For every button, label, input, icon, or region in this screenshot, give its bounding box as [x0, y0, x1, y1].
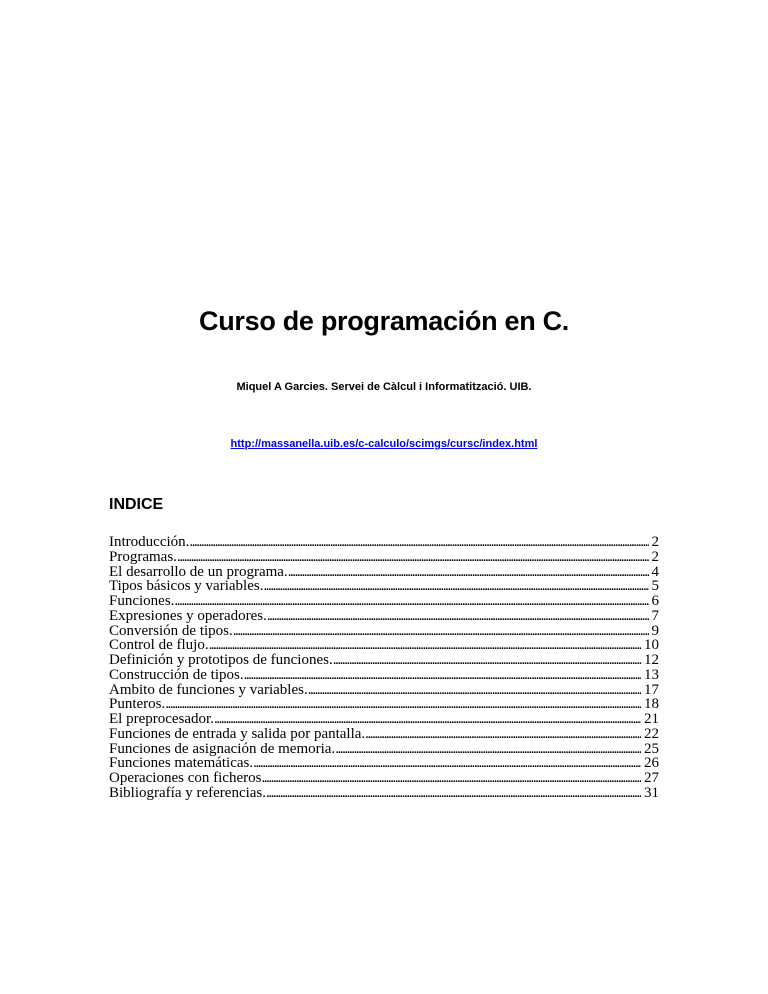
toc-entry-page: 13 — [644, 667, 659, 683]
toc-entry-title: Tipos básicos y variables. — [109, 579, 264, 594]
toc-entry-title: Funciones matemáticas. — [109, 756, 254, 771]
toc-entry-page: 5 — [651, 579, 659, 594]
toc-entry-page: 6 — [651, 594, 659, 609]
toc-entry[interactable] — [109, 535, 659, 550]
toc-entry[interactable] — [109, 550, 659, 565]
toc-entry-page: 10 — [644, 638, 659, 653]
toc-entry[interactable] — [109, 609, 659, 624]
toc-entry[interactable] — [109, 565, 659, 580]
dot-leader — [267, 609, 649, 624]
toc-entry-title: Definición y prototipos de funciones. — [109, 653, 333, 668]
toc-entry-title: El desarrollo de un programa. — [109, 564, 288, 580]
toc-entry-page: 12 — [644, 653, 659, 668]
toc-entry[interactable] — [109, 771, 659, 786]
toc-entry-page: 27 — [644, 771, 659, 786]
dot-leader — [288, 565, 649, 580]
toc-entry[interactable] — [109, 697, 659, 712]
dot-leader — [174, 594, 648, 609]
url-line — [0, 438, 768, 450]
dot-leader — [266, 786, 641, 801]
toc-entry-title: Funciones de entrada y salida por pantalla. — [109, 726, 366, 742]
dot-leader — [308, 683, 641, 698]
dot-leader — [244, 668, 641, 683]
toc-entry-title: Expresiones y operadores. — [109, 608, 267, 624]
toc-entry-title: Control de flujo. — [109, 638, 209, 653]
table-of-contents — [109, 535, 659, 801]
dot-leader — [233, 624, 649, 639]
toc-entry-title: Funciones de asignación de memoria. — [109, 741, 336, 757]
dot-leader — [214, 712, 641, 727]
toc-entry[interactable] — [109, 653, 659, 668]
dot-leader — [335, 742, 641, 757]
toc-entry-page: 21 — [644, 712, 659, 727]
toc-entry-title: Operaciones con ficheros — [109, 771, 262, 786]
dot-leader — [165, 697, 641, 712]
dot-leader — [333, 653, 641, 668]
toc-entry[interactable] — [109, 742, 659, 757]
toc-entry[interactable] — [109, 638, 659, 653]
dot-leader — [253, 756, 641, 771]
index-heading: INDICE — [109, 496, 164, 513]
toc-entry[interactable] — [109, 712, 659, 727]
toc-entry-page: 4 — [651, 564, 659, 580]
toc-entry-page: 9 — [651, 623, 659, 639]
toc-entry-title: Punteros. — [109, 697, 166, 712]
author-line: Miquel A Garcies. Servei de Càlcul i Informatització. UIB. — [236, 381, 532, 393]
toc-entry-page: 22 — [644, 726, 659, 742]
dot-leader — [365, 727, 641, 742]
toc-entry-page: 31 — [644, 785, 659, 801]
toc-entry-title: Funciones. — [109, 594, 175, 609]
toc-entry-page: 2 — [651, 535, 659, 550]
dot-leader — [261, 771, 641, 786]
toc-entry-title: El preprocesador. — [109, 712, 214, 727]
dot-leader — [177, 550, 649, 565]
toc-entry-title: Programas. — [109, 549, 177, 565]
toc-entry-title: Construcción de tipos. — [109, 667, 244, 683]
toc-entry-page: 25 — [644, 741, 659, 757]
document-title: Curso de programación en C. — [199, 306, 569, 336]
course-url-link[interactable]: http://massanella.uib.es/c-calculo/scimgs/cursc/index.html — [230, 438, 538, 450]
dot-leader — [209, 638, 641, 653]
toc-entry[interactable] — [109, 594, 659, 609]
toc-entry[interactable] — [109, 668, 659, 683]
toc-entry-page: 26 — [644, 756, 659, 771]
toc-entry[interactable] — [109, 624, 659, 639]
toc-entry-title: Ámbito de funciones y variables. — [109, 682, 308, 698]
toc-entry-page: 7 — [651, 608, 659, 624]
toc-entry-page: 17 — [644, 682, 659, 698]
dot-leader — [263, 579, 648, 594]
toc-entry-title: Bibliografía y referencias. — [109, 785, 267, 801]
toc-entry-page: 18 — [644, 697, 659, 712]
toc-entry-title: Conversión de tipos. — [109, 623, 233, 639]
dot-leader — [189, 535, 648, 550]
toc-entry[interactable] — [109, 579, 659, 594]
toc-entry-page: 2 — [651, 549, 659, 565]
toc-entry-title: Introducción. — [109, 535, 190, 550]
toc-entry[interactable] — [109, 786, 659, 801]
toc-entry[interactable] — [109, 756, 659, 771]
toc-entry[interactable] — [109, 683, 659, 698]
toc-entry[interactable] — [109, 727, 659, 742]
